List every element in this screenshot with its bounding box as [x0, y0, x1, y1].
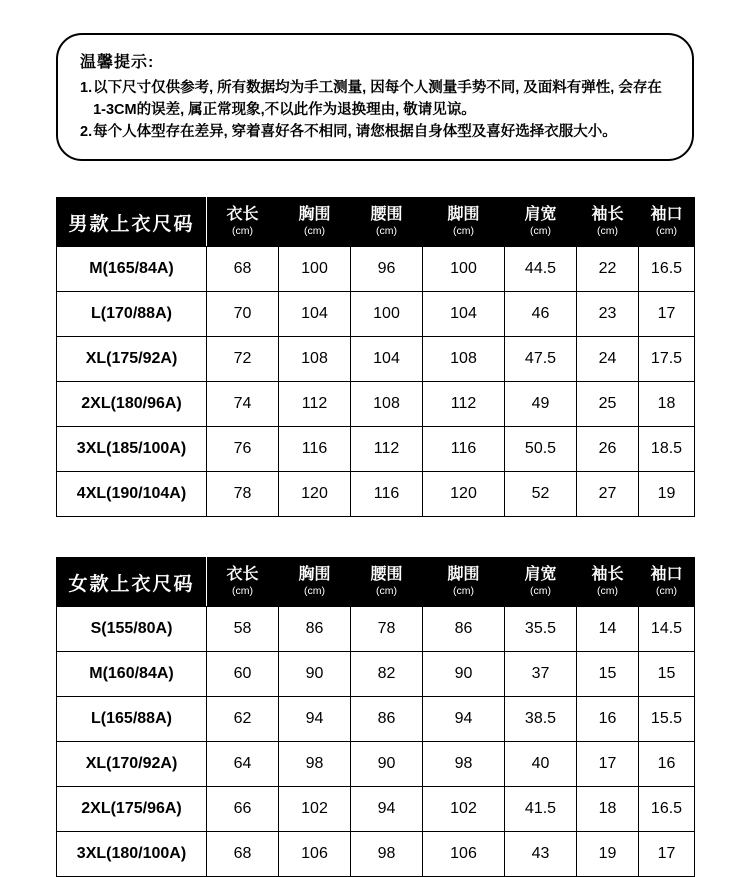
cell: 16.5 — [639, 787, 695, 832]
notice-line-2-number: 2. — [80, 124, 93, 141]
column-header — [423, 558, 505, 607]
table-row — [57, 247, 695, 292]
column-header-unit: (cm) — [530, 584, 551, 597]
cell: 17 — [639, 292, 695, 337]
size-label: L(170/88A) — [57, 292, 207, 337]
column-header-unit: (cm) — [530, 224, 551, 237]
cell: 41.5 — [505, 787, 577, 832]
cell: 64 — [207, 742, 279, 787]
cell: 38.5 — [505, 697, 577, 742]
cell: 37 — [505, 652, 577, 697]
cell: 82 — [351, 652, 423, 697]
table-row — [57, 292, 695, 337]
column-header-name: 胸围 — [298, 205, 331, 223]
table-row — [57, 832, 695, 877]
cell: 44.5 — [505, 247, 577, 292]
column-header — [577, 198, 639, 247]
column-header-name: 腰围 — [370, 205, 403, 223]
size-label: XL(170/92A) — [57, 742, 207, 787]
cell: 16 — [577, 697, 639, 742]
column-header — [279, 558, 351, 607]
column-header — [639, 558, 695, 607]
column-header-name: 脚围 — [447, 205, 480, 223]
column-header — [351, 558, 423, 607]
cell: 86 — [279, 607, 351, 652]
cell: 116 — [351, 472, 423, 517]
cell: 98 — [279, 742, 351, 787]
cell: 35.5 — [505, 607, 577, 652]
cell: 104 — [423, 292, 505, 337]
column-header-name: 袖口 — [650, 565, 683, 583]
column-header — [505, 558, 577, 607]
column-header-unit: (cm) — [597, 584, 618, 597]
cell: 62 — [207, 697, 279, 742]
column-header-unit: (cm) — [597, 224, 618, 237]
size-label: 2XL(175/96A) — [57, 787, 207, 832]
column-header-unit: (cm) — [656, 584, 677, 597]
column-header — [423, 198, 505, 247]
cell: 94 — [279, 697, 351, 742]
cell: 18 — [639, 382, 695, 427]
cell: 47.5 — [505, 337, 577, 382]
cell: 74 — [207, 382, 279, 427]
womens-size-table — [56, 557, 695, 877]
cell: 27 — [577, 472, 639, 517]
notice-line-2-text: 每个人体型存在差异, 穿着喜好各不相同, 请您根据自身体型及喜好选择衣服大小。 — [93, 124, 617, 141]
column-header — [207, 558, 279, 607]
table-row — [57, 427, 695, 472]
cell: 120 — [279, 472, 351, 517]
column-header-unit: (cm) — [304, 584, 325, 597]
cell: 108 — [279, 337, 351, 382]
table-header-row — [57, 198, 695, 247]
cell: 100 — [351, 292, 423, 337]
cell: 100 — [279, 247, 351, 292]
notice-box — [56, 33, 694, 161]
cell: 50.5 — [505, 427, 577, 472]
column-header-unit: (cm) — [232, 224, 253, 237]
cell: 116 — [423, 427, 505, 472]
notice-line-1 — [80, 77, 672, 121]
column-header-name: 胸围 — [298, 565, 331, 583]
size-label: S(155/80A) — [57, 607, 207, 652]
column-header — [577, 558, 639, 607]
cell: 108 — [423, 337, 505, 382]
column-header-name: 衣长 — [226, 565, 259, 583]
cell: 94 — [351, 787, 423, 832]
column-header-name: 袖口 — [650, 205, 683, 223]
column-header-name: 腰围 — [370, 565, 403, 583]
size-label: M(165/84A) — [57, 247, 207, 292]
notice-title: 温馨提示: — [80, 54, 155, 71]
notice-line-1-number: 1. — [80, 80, 93, 96]
cell: 72 — [207, 337, 279, 382]
cell: 98 — [351, 832, 423, 877]
cell: 66 — [207, 787, 279, 832]
cell: 18.5 — [639, 427, 695, 472]
cell: 86 — [423, 607, 505, 652]
cell: 17.5 — [639, 337, 695, 382]
size-label: XL(175/92A) — [57, 337, 207, 382]
cell: 104 — [279, 292, 351, 337]
cell: 22 — [577, 247, 639, 292]
cell: 17 — [577, 742, 639, 787]
size-label: L(165/88A) — [57, 697, 207, 742]
column-header-unit: (cm) — [376, 584, 397, 597]
cell: 90 — [351, 742, 423, 787]
cell: 120 — [423, 472, 505, 517]
cell: 49 — [505, 382, 577, 427]
column-header-name: 袖长 — [591, 205, 624, 223]
cell: 102 — [423, 787, 505, 832]
cell: 98 — [423, 742, 505, 787]
column-header — [351, 198, 423, 247]
cell: 76 — [207, 427, 279, 472]
cell: 19 — [639, 472, 695, 517]
table-row — [57, 742, 695, 787]
cell: 68 — [207, 247, 279, 292]
cell: 17 — [639, 832, 695, 877]
column-header-unit: (cm) — [656, 224, 677, 237]
cell: 90 — [423, 652, 505, 697]
cell: 23 — [577, 292, 639, 337]
cell: 112 — [423, 382, 505, 427]
womens-table-title: 女款上衣尺码 — [57, 558, 207, 607]
notice-line-1-text: 以下尺寸仅供参考, 所有数据均为手工测量, 因每个人测量手势不同, 及面料有弹性, 会存在1-3CM的误差, 属正常现象,不以此作为退换理由, 敬请见谅。 — [93, 80, 662, 119]
cell: 106 — [279, 832, 351, 877]
cell: 90 — [279, 652, 351, 697]
column-header — [207, 198, 279, 247]
cell: 58 — [207, 607, 279, 652]
mens-size-table — [56, 197, 695, 517]
cell: 14.5 — [639, 607, 695, 652]
column-header-unit: (cm) — [304, 224, 325, 237]
cell: 18 — [577, 787, 639, 832]
table-row — [57, 697, 695, 742]
cell: 46 — [505, 292, 577, 337]
cell: 40 — [505, 742, 577, 787]
cell: 24 — [577, 337, 639, 382]
column-header-name: 肩宽 — [524, 205, 557, 223]
column-header-name: 袖长 — [591, 565, 624, 583]
cell: 94 — [423, 697, 505, 742]
size-chart-page — [0, 33, 750, 863]
cell: 60 — [207, 652, 279, 697]
size-label: 3XL(185/100A) — [57, 427, 207, 472]
column-header-name: 脚围 — [447, 565, 480, 583]
cell: 96 — [351, 247, 423, 292]
table-header-row — [57, 558, 695, 607]
column-header-unit: (cm) — [232, 584, 253, 597]
cell: 16.5 — [639, 247, 695, 292]
column-header — [639, 198, 695, 247]
cell: 116 — [279, 427, 351, 472]
table-row — [57, 472, 695, 517]
cell: 78 — [207, 472, 279, 517]
table-row — [57, 607, 695, 652]
table-row — [57, 382, 695, 427]
cell: 15.5 — [639, 697, 695, 742]
cell: 25 — [577, 382, 639, 427]
cell: 70 — [207, 292, 279, 337]
size-label: 4XL(190/104A) — [57, 472, 207, 517]
cell: 78 — [351, 607, 423, 652]
column-header-name: 衣长 — [226, 205, 259, 223]
table-row — [57, 787, 695, 832]
cell: 43 — [505, 832, 577, 877]
mens-table-title: 男款上衣尺码 — [57, 198, 207, 247]
cell: 102 — [279, 787, 351, 832]
column-header-unit: (cm) — [453, 224, 474, 237]
cell: 104 — [351, 337, 423, 382]
cell: 68 — [207, 832, 279, 877]
column-header — [279, 198, 351, 247]
cell: 16 — [639, 742, 695, 787]
cell: 15 — [577, 652, 639, 697]
column-header — [505, 198, 577, 247]
cell: 15 — [639, 652, 695, 697]
cell: 14 — [577, 607, 639, 652]
cell: 52 — [505, 472, 577, 517]
column-header-unit: (cm) — [453, 584, 474, 597]
size-label: 2XL(180/96A) — [57, 382, 207, 427]
cell: 112 — [351, 427, 423, 472]
table-row — [57, 652, 695, 697]
size-label: 3XL(180/100A) — [57, 832, 207, 877]
column-header-unit: (cm) — [376, 224, 397, 237]
table-row — [57, 337, 695, 382]
size-label: M(160/84A) — [57, 652, 207, 697]
cell: 112 — [279, 382, 351, 427]
cell: 86 — [351, 697, 423, 742]
cell: 19 — [577, 832, 639, 877]
cell: 100 — [423, 247, 505, 292]
column-header-name: 肩宽 — [524, 565, 557, 583]
notice-line-2 — [80, 121, 672, 143]
cell: 26 — [577, 427, 639, 472]
cell: 106 — [423, 832, 505, 877]
cell: 108 — [351, 382, 423, 427]
